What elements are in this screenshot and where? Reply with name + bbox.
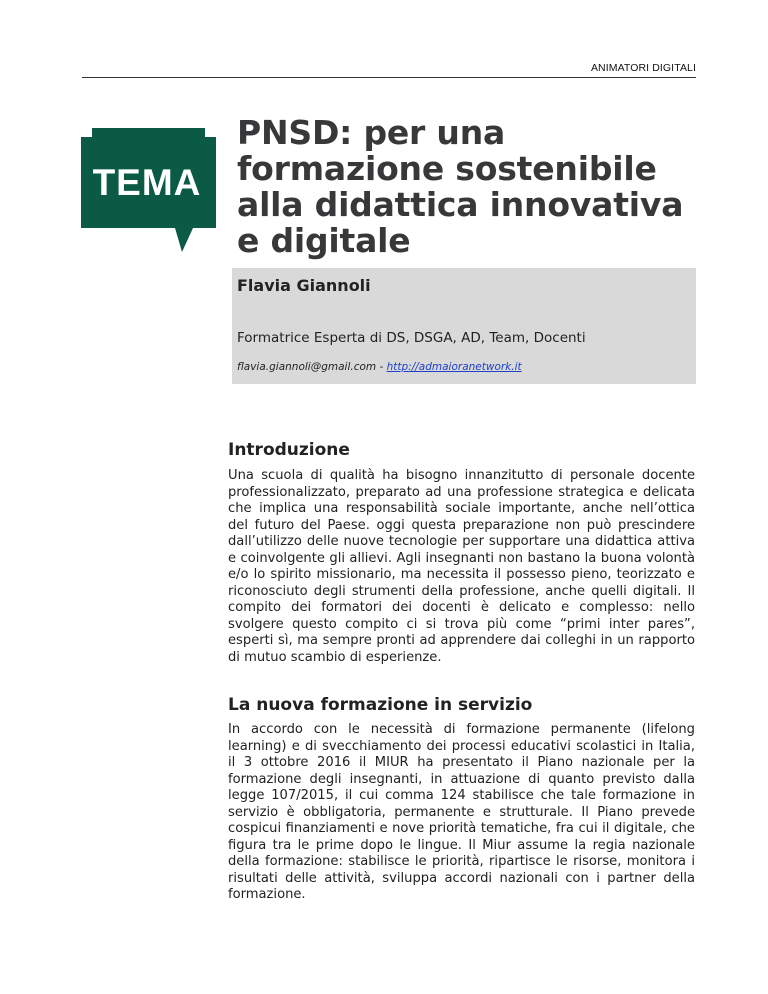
section-text-formazione-servizio: In accordo con le necessità di formazione permanente (lifelong learning) e di svecchiamento dei processi educativi scolastici in Italia, il 3 ottobre 2016 il MIUR ha presentato il Piano nazionale per la formazione degli insegnanti, in attuazione di quanto previsto dalla legge 107/2015, il cui comma 124 stabilisce che tale formazione in servizio è obbligatoria, permanente e strutturale. Il Piano prevede cospicui finanziamenti e nove priorità tematiche, fra cui il digitale, che figura tra le prime dopo le lingue. Il Miur assume la regia nazionale della formazione: stabilisce le priorità, ripartisce le risorse, monitora i risultati delle attività, sviluppa accordi nazionali con i partner della formazione. [228, 722, 695, 902]
author-email[interactable]: flavia.giannoli@gmail.com [237, 361, 377, 373]
section-text-introduzione: Una scuola di qualità ha bisogno innanzitutto di personale docente professionalizzato, preparato ad una professione strategica e delicata che implica una responsabilità sociale importante, anche nell’ottica del futuro del Paese. oggi questa preparazione non può prescindere dall’utilizzo delle nuove tecnologie per supportare una didattica attiva e coinvolgente gli allievi. Agli insegnanti non bastano la buona volontà e/o lo spirito missionario, ma necessita il possesso pieno, teorizzato e riconosciuto degli strumenti della professione, anche quelli digitali. Il compito dei formatori dei docenti è delicato e complesso: nello svolgere questo compito ci si trova più come “primi inter pares”, esperti sì, ma sempre pronti ad apprendere dai colleghi in un rapporto di mutuo scambio di esperienze. [228, 468, 695, 665]
section-heading-formazione-servizio: La nuova formazione in servizio [228, 695, 533, 715]
author-box [232, 268, 696, 384]
section-heading-introduzione: Introduzione [228, 440, 350, 460]
contact-separator: - [376, 361, 387, 373]
author-role: Formatrice Esperta di DS, DSGA, AD, Team, Docenti [237, 330, 586, 346]
article-title: PNSD: per una formazione sostenibile alla didattica innovativa e digitale [237, 113, 684, 260]
author-website-link[interactable]: http://admaioranetwork.it [386, 361, 522, 373]
running-header: ANIMATORI DIGITALI [590, 62, 696, 74]
logo-text: TEMA [92, 162, 202, 203]
tema-logo [81, 128, 216, 256]
author-contact [237, 361, 522, 373]
tema-speech-bubble-icon [81, 128, 216, 256]
header-rule [82, 77, 696, 78]
author-name: Flavia Giannoli [237, 276, 371, 295]
